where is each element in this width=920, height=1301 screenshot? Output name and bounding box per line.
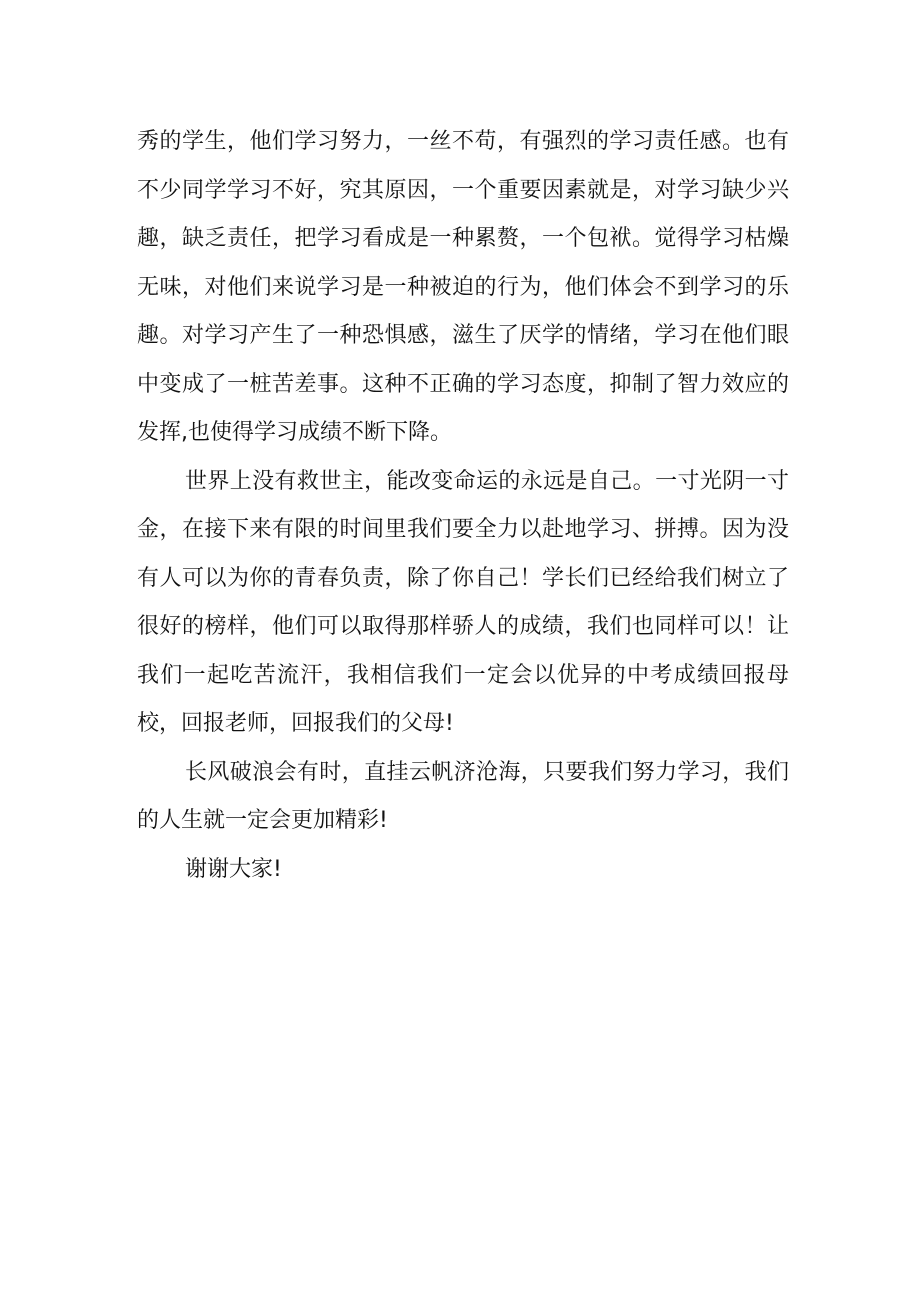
paragraph-thanks: 谢谢大家! — [185, 856, 282, 882]
paragraph-encouragement: 长风破浪会有时，直挂云帆济沧海，只要我们努力学习，我们的人生就一定会更加精彩! — [137, 759, 789, 833]
document-body — [137, 118, 789, 894]
paragraph-continuation: 秀的学生，他们学习努力，一丝不苟，有强烈的学习责任感。也有不少同学学习不好，究其原因，一个重要因素就是，对学习缺少兴趣，缺乏责任，把学习看成是一种累赘，一个包袱。觉得学习枯燥无味，对他们来说学习是一种被迫的行为，他们体会不到学习的乐趣。对学习产生了一种恐惧感，滋生了厌学的情绪，学习在他们眼中变成了一桩苦差事。这种不正确的学习态度，抑制了智力效应的发挥,也使得学习成绩不断下降。 — [137, 129, 789, 445]
paragraph-self-reliance: 世界上没有救世主，能改变命运的永远是自己。一寸光阴一寸金，在接下来有限的时间里我们要全力以赴地学习、拼搏。因为没有人可以为你的青春负责，除了你自己！学长们已经给我们树立了很好的榜样，他们可以取得那样骄人的成绩，我们也同样可以！让我们一起吃苦流汗，我相信我们一定会以优异的中考成绩回报母校，回报老师，回报我们的父母! — [137, 468, 789, 736]
